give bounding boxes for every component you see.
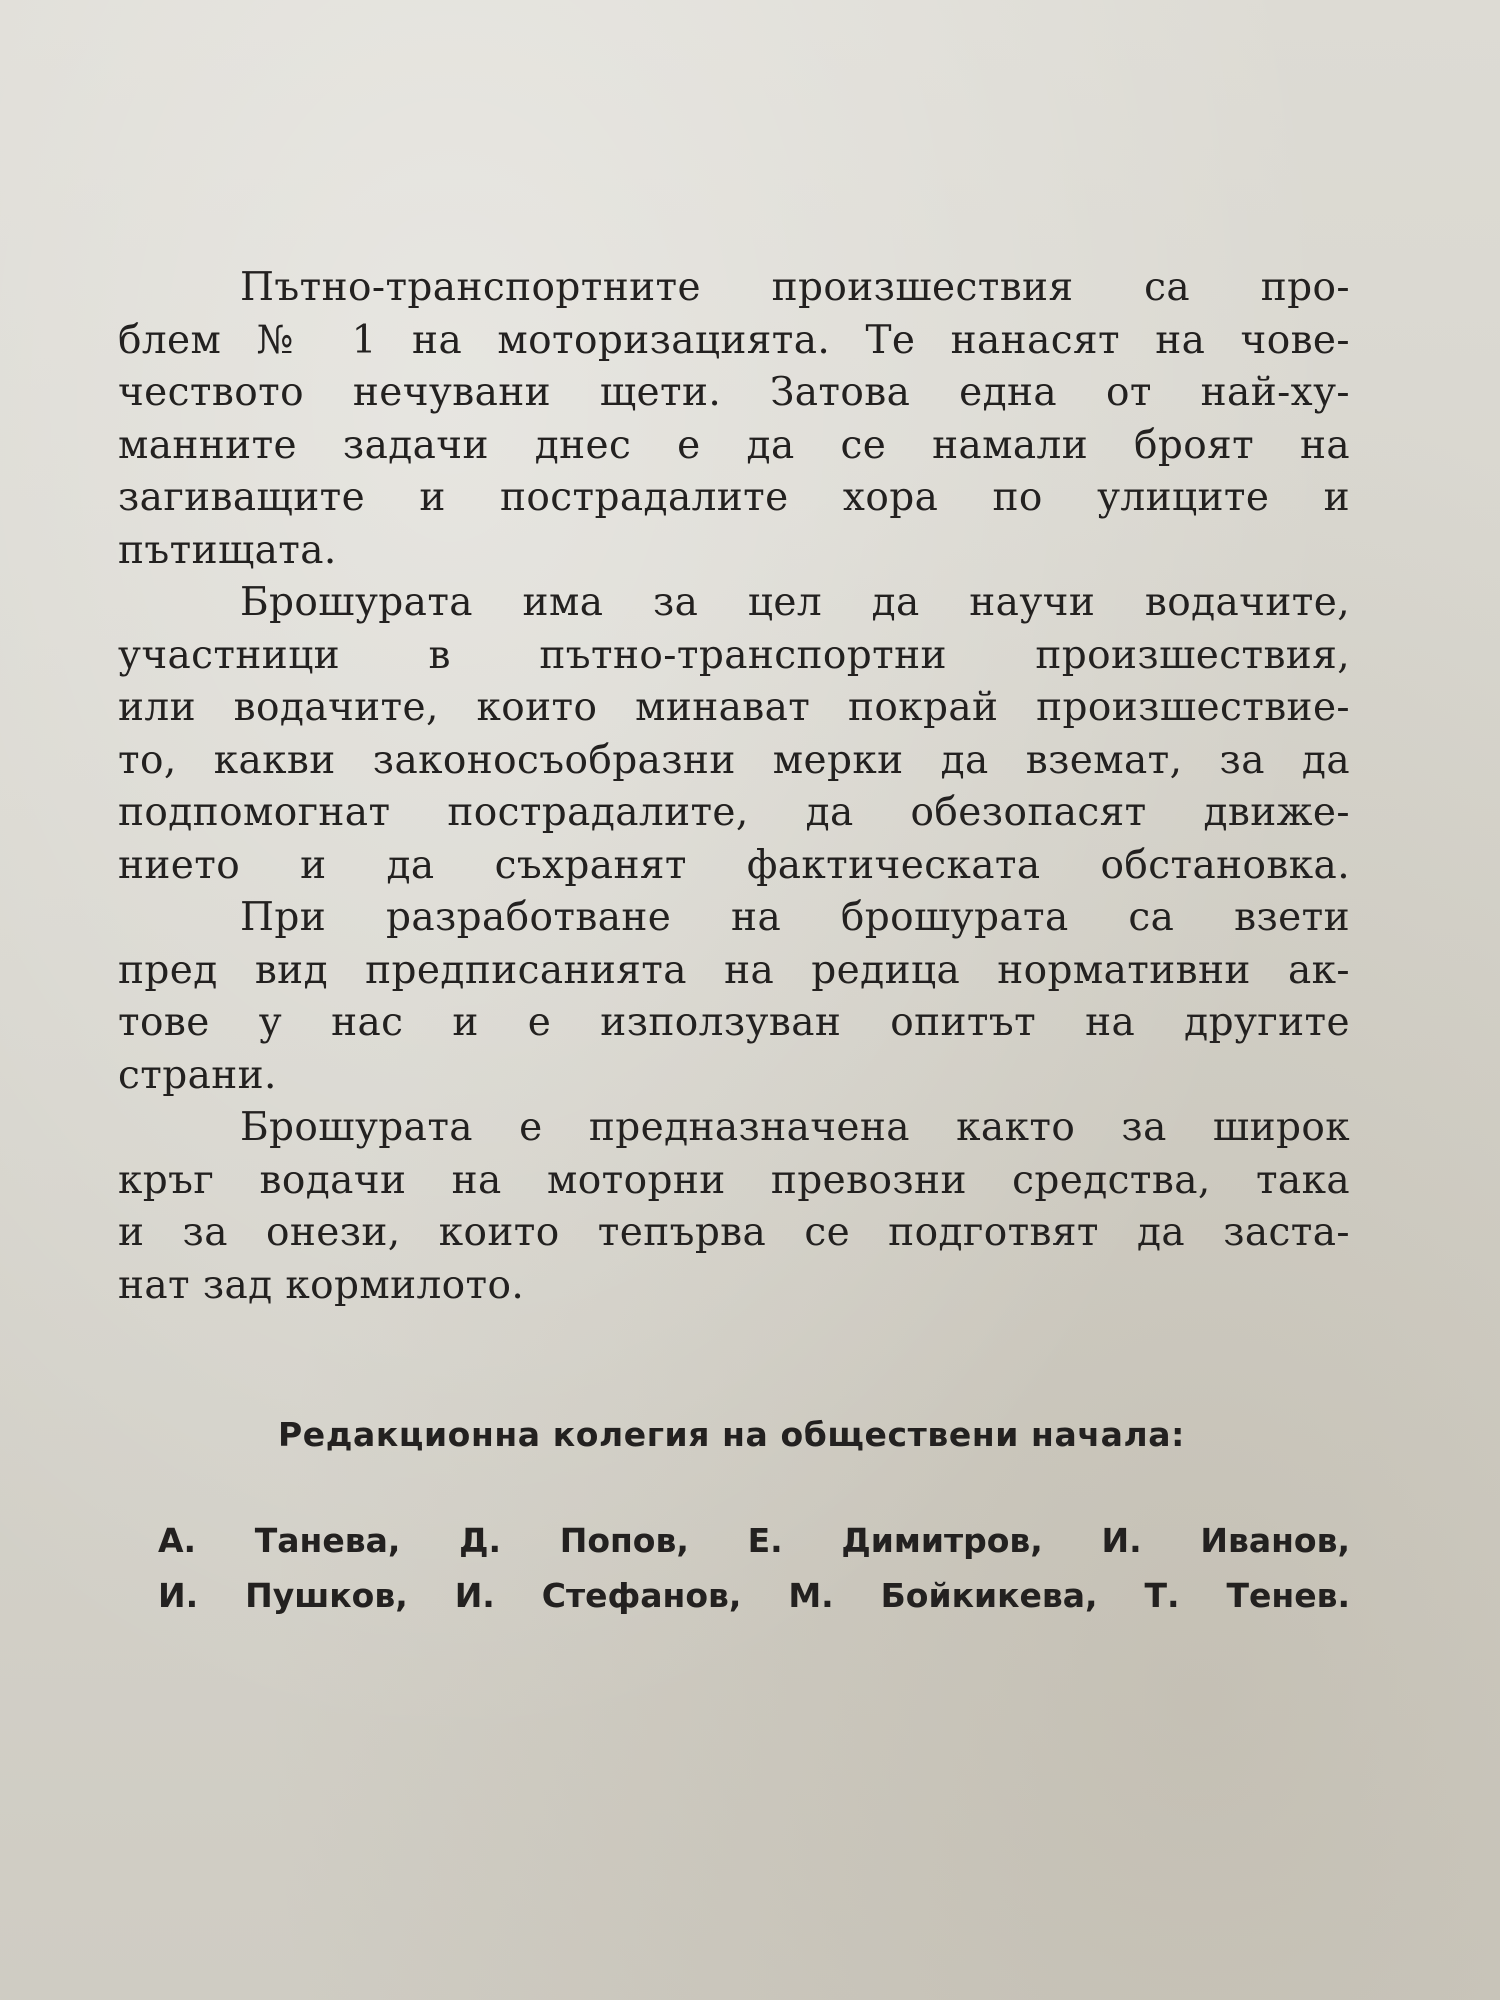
editorial-names [118, 1513, 1350, 1623]
paragraph-1-line-3: чеството нечувани щети. Затова една от най-ху- [118, 370, 1350, 415]
paragraph-2-line-4: то, какви законосъобразни мерки да вземат, за да [118, 737, 1350, 783]
paragraph-4-line-2: кръг водачи на моторни превозни средства, така [118, 1157, 1350, 1203]
paragraph-1-line-2: блем № 1 на моторизацията. Те нанасят на чове- [118, 317, 1350, 363]
paragraph-4-line-3: и за онези, които тепърва се подготвят да заста- [118, 1210, 1350, 1255]
paragraph-3-line-4: страни. [118, 1052, 277, 1098]
paragraph-2-line-5: подпомогнат пострадалите, да обезопасят движе- [118, 790, 1350, 835]
paragraph-3-line-2: пред вид предписанията на редица нормативни ак- [118, 947, 1350, 993]
editorial-names-line-1: А. Танева, Д. Попов, Е. Димитров, И. Иванов, [158, 1521, 1350, 1560]
paragraph-1-line-1: Пътно-транспортните произшествия са про- [240, 265, 1350, 310]
paragraph-2-line-3: или водачите, които минават покрай произшествие- [118, 685, 1350, 730]
paragraph-3-line-1: При разработване на брошурата са взети [240, 895, 1350, 940]
paragraph-2-line-2: участници в пътно-транспортни произшествия, [118, 632, 1350, 678]
paragraph-3-line-3: тове у нас и е използуван опитът на другите [118, 1000, 1350, 1045]
editorial-heading: Редакционна колегия на обществени начала: [278, 1415, 1185, 1454]
paragraph-2-line-6: нието и да съхранят фактическата обстановка. [118, 842, 1350, 888]
paragraph-1-line-6: пътищата. [118, 527, 337, 573]
paragraph-4-line-4: нат зад кормилото. [118, 1262, 525, 1308]
foreword-text [118, 262, 1350, 1312]
editorial-board [118, 1405, 1350, 1623]
paragraph-1-line-5: загиващите и пострадалите хора по улиците и [118, 475, 1350, 520]
paragraph-2-line-1: Брошурата има за цел да научи водачите, [240, 580, 1350, 625]
paragraph-4-line-1: Брошурата е предназначена както за широк [240, 1105, 1350, 1150]
paragraph-1-line-4: манните задачи днес е да се намали броят на [118, 422, 1350, 468]
editorial-names-line-2: И. Пушков, И. Стефанов, М. Бойкикева, Т. Тенев. [158, 1576, 1350, 1615]
